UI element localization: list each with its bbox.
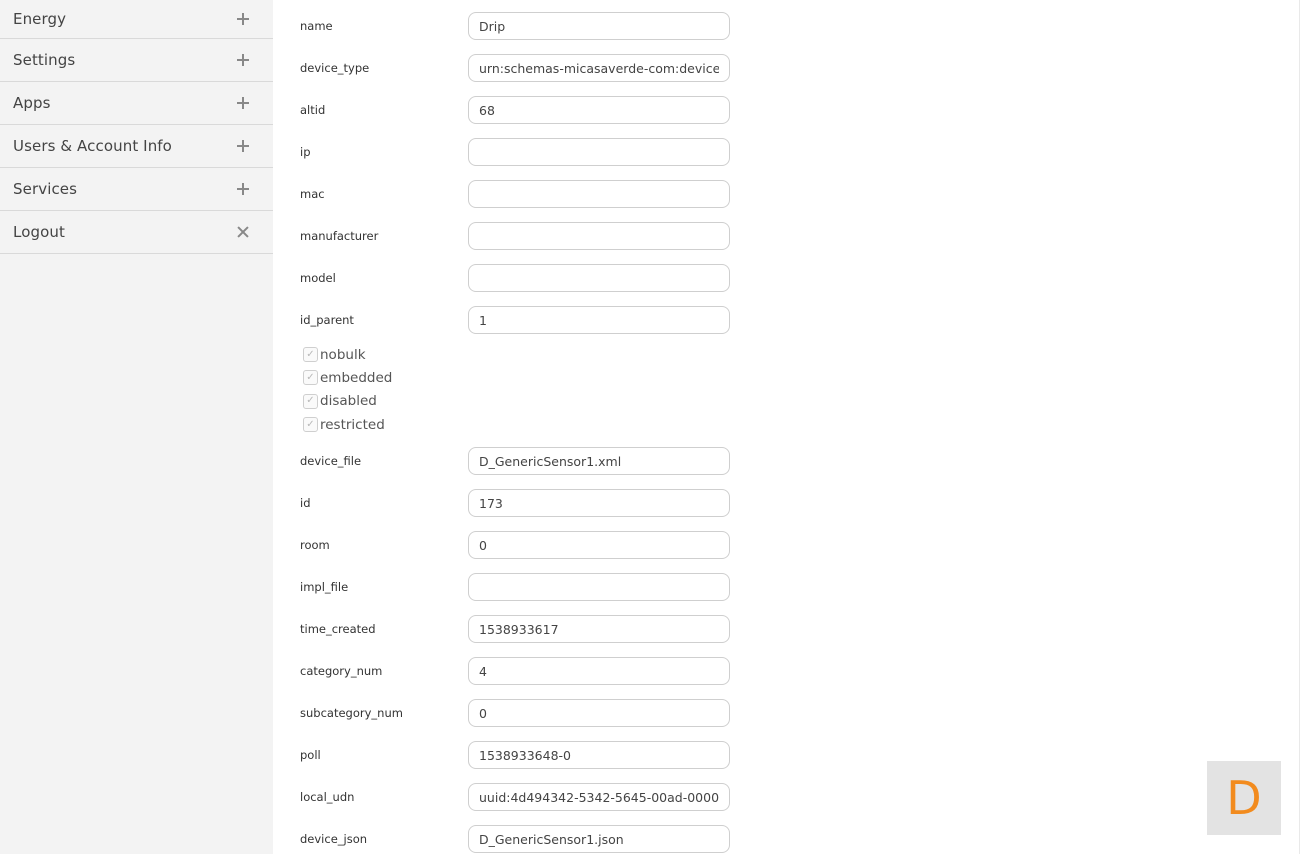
sidebar-item-label: Apps xyxy=(13,94,51,112)
field-label: impl_file xyxy=(300,580,349,595)
field-altid xyxy=(300,89,740,131)
plus-icon[interactable] xyxy=(237,183,249,195)
check-icon[interactable]: ✓ xyxy=(303,347,318,362)
field-label: time_created xyxy=(300,622,376,637)
field-label: device_json xyxy=(300,832,368,847)
field-label: manufacturer xyxy=(300,229,379,243)
field-ip xyxy=(300,131,740,173)
field-mac xyxy=(300,173,740,215)
field-label: category_num xyxy=(300,664,383,679)
field-id xyxy=(300,482,740,524)
field-label: device_type xyxy=(300,61,370,75)
field-device-file xyxy=(300,440,740,482)
sidebar-item-label: Logout xyxy=(13,223,65,241)
plus-icon[interactable] xyxy=(237,13,249,25)
sidebar-item-label: Users & Account Info xyxy=(13,137,172,155)
field-time-created xyxy=(300,608,740,650)
field-label: model xyxy=(300,271,336,285)
field-label: local_udn xyxy=(300,790,355,805)
field-id-parent xyxy=(300,299,740,341)
checkbox-nobulk[interactable] xyxy=(303,343,740,366)
room-input[interactable] xyxy=(468,531,730,559)
checkbox-label: nobulk xyxy=(320,346,366,363)
field-label: name xyxy=(300,19,333,33)
checkbox-label: embedded xyxy=(320,369,393,386)
time-created-input[interactable] xyxy=(468,615,730,643)
sidebar-item-apps[interactable] xyxy=(0,82,273,125)
check-icon[interactable]: ✓ xyxy=(303,394,318,409)
field-label: ip xyxy=(300,145,311,159)
manufacturer-input[interactable] xyxy=(468,222,730,250)
field-room xyxy=(300,524,740,566)
field-name xyxy=(300,5,740,47)
model-input[interactable] xyxy=(468,264,730,292)
altid-input[interactable] xyxy=(468,96,730,124)
field-model xyxy=(300,257,740,299)
field-label: id_parent xyxy=(300,313,354,327)
id-parent-input[interactable] xyxy=(468,306,730,334)
field-label: subcategory_num xyxy=(300,706,403,721)
field-manufacturer xyxy=(300,215,740,257)
sidebar-item-settings[interactable] xyxy=(0,39,273,82)
checkbox-embedded[interactable] xyxy=(303,366,740,389)
field-impl-file xyxy=(300,566,740,608)
device-attributes-form xyxy=(300,5,740,860)
poll-input[interactable] xyxy=(468,741,730,769)
field-label: room xyxy=(300,538,330,553)
sidebar-item-energy[interactable] xyxy=(0,0,273,39)
sidebar xyxy=(0,0,273,854)
local-udn-input[interactable] xyxy=(468,783,730,811)
check-icon[interactable]: ✓ xyxy=(303,417,318,432)
name-input[interactable] xyxy=(468,12,730,40)
plus-icon[interactable] xyxy=(237,97,249,109)
checkbox-restricted[interactable] xyxy=(303,413,740,436)
close-icon[interactable] xyxy=(237,226,249,238)
field-label: poll xyxy=(300,748,321,763)
field-device-type xyxy=(300,47,740,89)
checkbox-disabled[interactable] xyxy=(303,390,740,413)
field-local-udn xyxy=(300,776,740,818)
plus-icon[interactable] xyxy=(237,54,249,66)
subcategory-num-input[interactable] xyxy=(468,699,730,727)
field-category-num xyxy=(300,650,740,692)
sidebar-item-users-account-info[interactable] xyxy=(0,125,273,168)
category-num-input[interactable] xyxy=(468,657,730,685)
field-subcategory-num xyxy=(300,692,740,734)
sidebar-item-logout[interactable] xyxy=(0,211,273,254)
field-label: mac xyxy=(300,187,325,201)
field-label: device_file xyxy=(300,454,362,469)
ip-input[interactable] xyxy=(468,138,730,166)
sidebar-item-label: Services xyxy=(13,180,78,198)
impl-file-input[interactable] xyxy=(468,573,730,601)
sidebar-item-services[interactable] xyxy=(0,168,273,211)
mac-input[interactable] xyxy=(468,180,730,208)
id-input[interactable] xyxy=(468,489,730,517)
plus-icon[interactable] xyxy=(237,140,249,152)
check-icon[interactable]: ✓ xyxy=(303,370,318,385)
device-file-input[interactable] xyxy=(468,447,730,475)
field-label: id xyxy=(300,496,311,511)
checkbox-group xyxy=(300,341,740,440)
checkbox-label: restricted xyxy=(320,416,385,433)
device-type-input[interactable] xyxy=(468,54,730,82)
checkbox-label: disabled xyxy=(320,393,377,410)
sidebar-item-label: Settings xyxy=(13,51,76,69)
floating-d-badge[interactable] xyxy=(1207,761,1281,835)
badge-letter: D xyxy=(1226,771,1262,825)
sidebar-item-label: Energy xyxy=(13,10,67,28)
device-json-input[interactable] xyxy=(468,825,730,853)
field-label: altid xyxy=(300,103,326,117)
field-poll xyxy=(300,734,740,776)
